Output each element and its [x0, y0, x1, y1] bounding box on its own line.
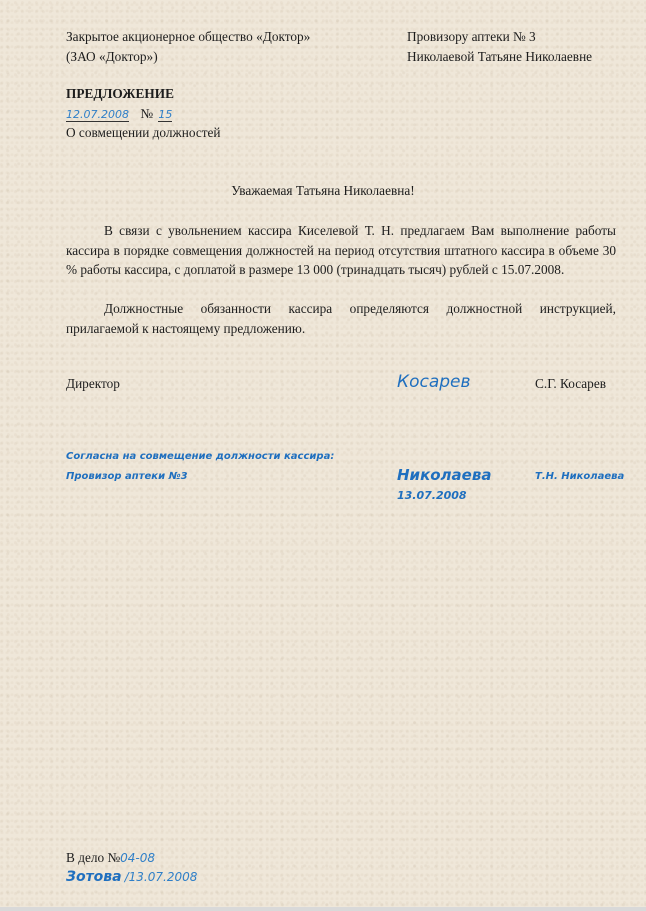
body-paragraph-1: В связи с увольнением кассира Киселевой Т. Н. предлагаем Вам выполнение работы кассира в порядке совмещения должностей на период отсутствия штатного кассира в объеме 30 % работы кассира, с доплатой в размере 13 000 (тринадцать тысяч) рублей с 15.07.2008. [66, 223, 616, 277]
addressee-position: Провизору аптеки № 3 [407, 29, 536, 44]
filing-note [66, 850, 155, 866]
addressee-name: Николаевой Татьяне Николаевне [407, 49, 593, 64]
addressee-block [407, 27, 592, 67]
signer-position: Директор [66, 376, 120, 391]
clerk-signature: Зотова [66, 869, 122, 885]
consent-text: Согласна на совмещение должности кассира: [66, 451, 335, 462]
consent-date: 13.07.2008 [397, 489, 467, 502]
document-type: ПРЕДЛОЖЕНИЕ [66, 86, 174, 101]
case-number: 04-08 [120, 851, 156, 865]
company-short-name: (ЗАО «Доктор») [66, 49, 158, 64]
document-subject: О совмещении должностей [66, 125, 221, 140]
director-signature: Косарев [397, 372, 471, 392]
employee-signature: Николаева [397, 466, 492, 484]
greeting: Уважаемая Татьяна Николаевна! [231, 183, 415, 198]
sender-block [66, 27, 310, 67]
filing-date: /13.07.2008 [124, 870, 198, 884]
filing-signature-line [66, 869, 197, 885]
employee-name: Т.Н. Николаева [535, 471, 625, 482]
document-date: 12.07.2008 [66, 108, 129, 121]
number-label: № [140, 106, 153, 121]
filing-label: В дело № [66, 850, 121, 865]
document-date-number [66, 106, 172, 122]
document-number: 15 [158, 108, 173, 121]
signer-name: С.Г. Косарев [535, 376, 607, 391]
page-bottom-edge [0, 907, 646, 911]
consent-position: Провизор аптеки №3 [66, 471, 188, 482]
company-full-name: Закрытое акционерное общество «Доктор» [66, 29, 311, 44]
body-paragraph-2: Должностные обязанности кассира определяются должностной инструкцией, прилагаемой к настоящему предложению. [66, 301, 616, 336]
